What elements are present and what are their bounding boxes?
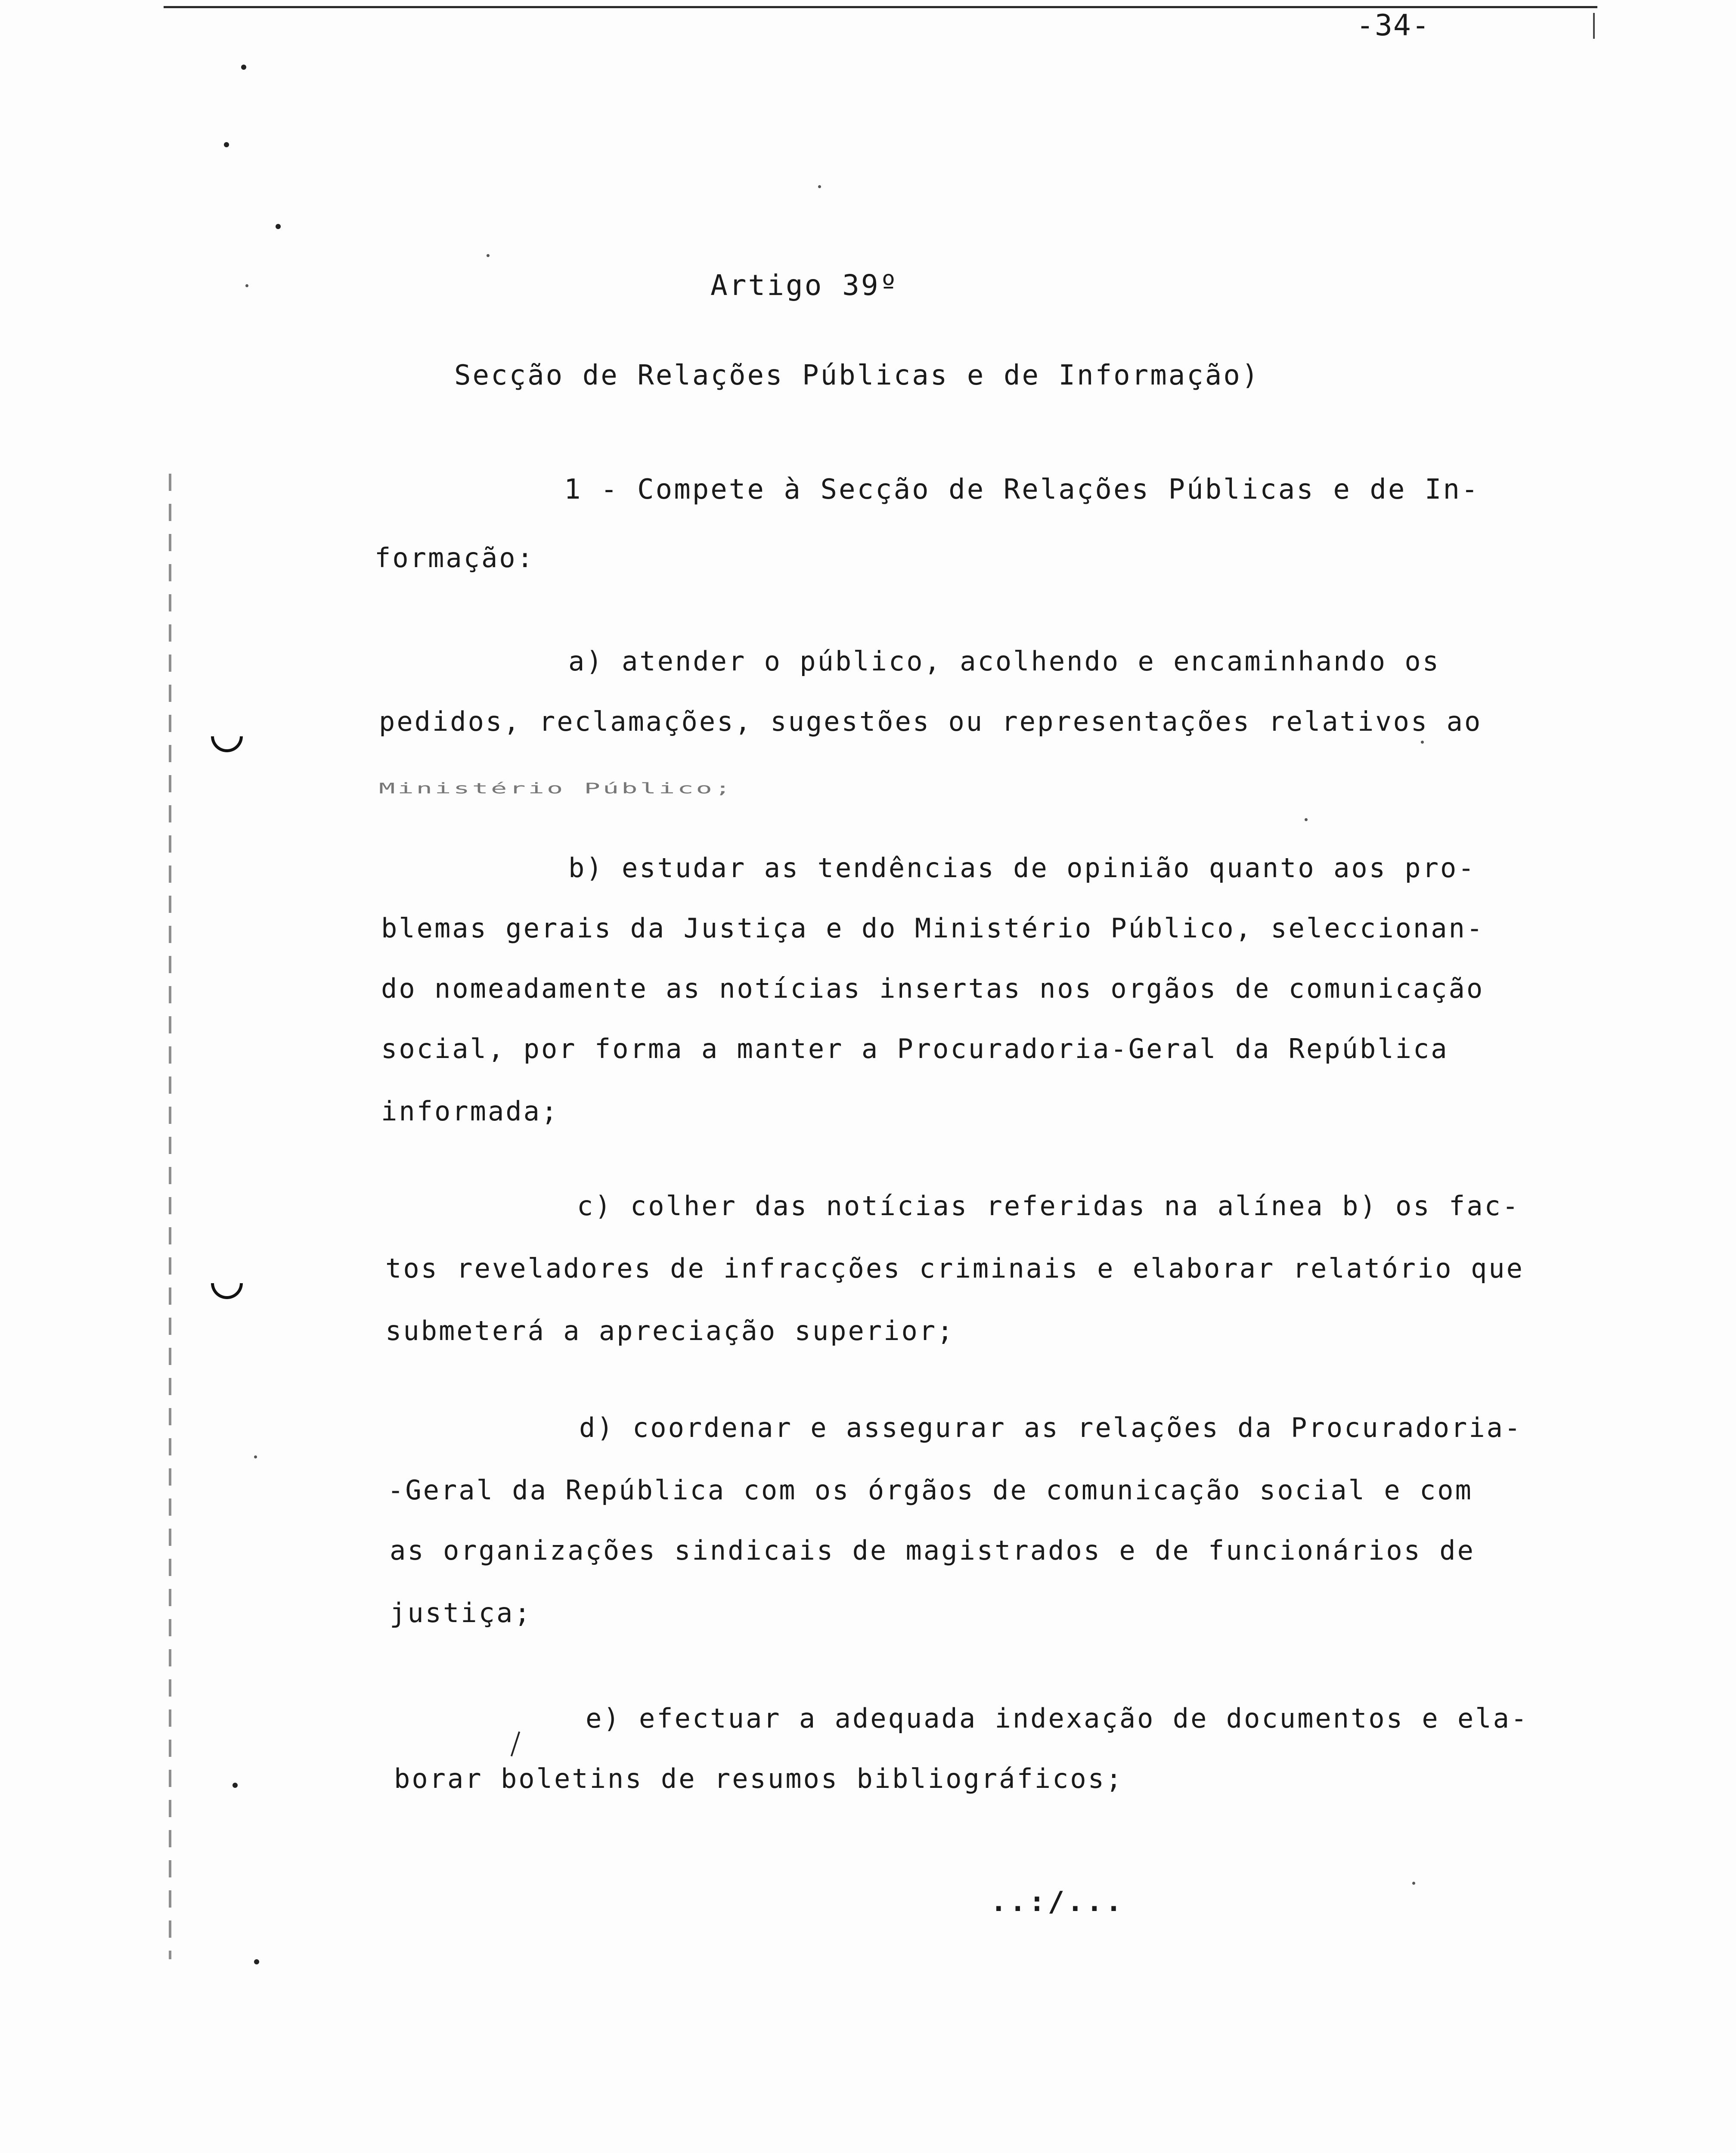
paragraph-line: justiça; [390, 1597, 532, 1629]
scan-speck [254, 1959, 259, 1964]
scan-scratch [511, 1731, 520, 1756]
binding-edge [169, 474, 171, 1959]
scan-speck [245, 284, 248, 287]
margin-tick [1593, 13, 1595, 39]
paragraph-line: social, por forma a manter a Procuradoria-Geral da República [381, 1033, 1449, 1064]
paragraph-line: formação: [375, 542, 535, 574]
scan-speck [224, 142, 229, 147]
article-title: Artigo 39º [710, 269, 899, 302]
page-number: -34- [1356, 9, 1430, 43]
scan-speck [241, 65, 246, 70]
binding-hole-mark [211, 1283, 243, 1299]
scan-speck [1305, 818, 1308, 821]
paragraph-line: e) efectuar a adequada indexação de documentos e ela- [586, 1703, 1529, 1734]
paragraph-line: as organizações sindicais de magistrados e de funcionários de [390, 1535, 1475, 1566]
top-rule [164, 6, 1597, 8]
scan-speck [276, 224, 281, 229]
paragraph-line: b) estudar as tendências de opinião quanto aos pro- [568, 852, 1476, 884]
scan-speck [1421, 741, 1424, 744]
paragraph-line: d) coordenar e assegurar as relações da Procuradoria- [579, 1412, 1522, 1443]
binding-hole-mark [211, 736, 243, 752]
paragraph-line: informada; [381, 1095, 559, 1127]
paragraph-line: pedidos, reclamações, sugestões ou representações relativos ao [379, 706, 1482, 737]
paragraph-line: submeterá a apreciação superior; [385, 1315, 955, 1346]
paragraph-line: a) atender o público, acolhendo e encaminhando os [568, 645, 1441, 677]
scan-speck [487, 254, 490, 257]
scan-speck [818, 185, 821, 188]
paragraph-line: do nomeadamente as notícias insertas nos orgãos de comunicação [381, 973, 1485, 1004]
paragraph-line: c) colher das notícias referidas na alínea b) os fac- [577, 1190, 1520, 1222]
scan-speck [232, 1783, 238, 1788]
paragraph-line: borar boletins de resumos bibliográficos; [394, 1763, 1124, 1794]
paragraph-line: tos reveladores de infracções criminais e elaborar relatório que [385, 1253, 1524, 1284]
paragraph-line-faded: Ministério Público; [379, 779, 734, 797]
section-subtitle: Secção de Relações Públicas e de Informação) [454, 360, 1260, 391]
scan-speck [1412, 1882, 1415, 1885]
continuation-mark: ..:/... [990, 1886, 1125, 1918]
paragraph-line: 1 - Compete à Secção de Relações Públicas e de In- [564, 474, 1480, 506]
paragraph-line: -Geral da República com os órgãos de comunicação social e com [388, 1474, 1473, 1506]
paragraph-line: blemas gerais da Justiça e do Ministério Público, seleccionan- [381, 912, 1485, 944]
scan-speck [254, 1455, 257, 1458]
